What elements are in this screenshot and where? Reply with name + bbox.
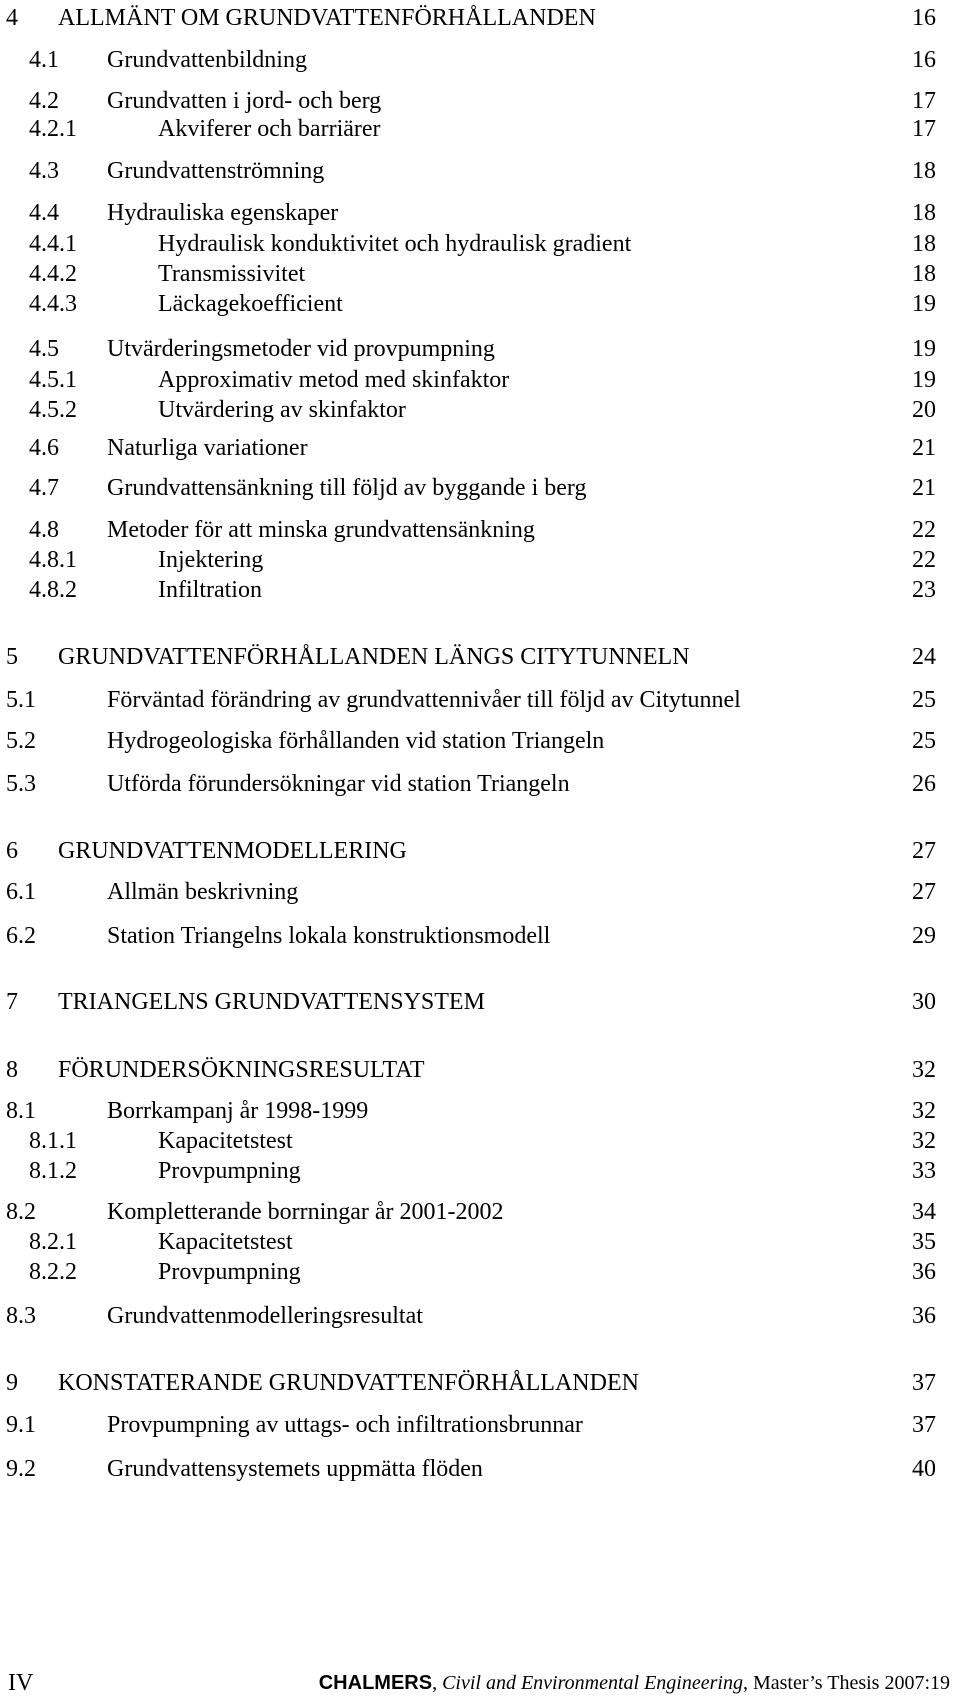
toc-entry-page: 20	[912, 397, 936, 423]
toc-entry-title: Provpumpning	[158, 1158, 301, 1184]
toc-entry-title: Utförda förundersökningar vid station Triangeln	[107, 771, 570, 797]
toc-entry-title: Grundvattenmodelleringsresultat	[107, 1303, 423, 1329]
toc-entry-title: GRUNDVATTENMODELLERING	[58, 838, 407, 864]
toc-entry-number: 4.1	[29, 47, 59, 73]
toc-entry-number: 5	[6, 644, 18, 670]
toc-entry-number: 4.4.3	[29, 291, 77, 317]
toc-entry-page: 17	[912, 88, 936, 114]
toc-entry[interactable]	[0, 680, 960, 720]
toc-entry-page: 19	[912, 367, 936, 393]
toc-entry-title: Akviferer och barriärer	[158, 116, 381, 142]
toc-entry-number: 8.2.1	[29, 1229, 77, 1255]
toc-entry-number: 5.2	[6, 728, 36, 754]
toc-entry-number: 6.1	[6, 879, 36, 905]
footer-thesis: , Master’s Thesis 2007:19	[742, 1672, 950, 1694]
toc-entry-title: Hydrogeologiska förhållanden vid station Triangeln	[107, 728, 605, 754]
toc-entry-page: 32	[912, 1057, 936, 1083]
toc-entry[interactable]	[0, 109, 960, 149]
toc-entry[interactable]	[0, 1449, 960, 1489]
toc-entry-page: 37	[912, 1370, 936, 1396]
toc-entry-page: 25	[912, 728, 936, 754]
toc-entry-page: 35	[912, 1229, 936, 1255]
toc-entry-page: 16	[912, 5, 936, 31]
toc-entry-title: Utvärderingsmetoder vid provpumpning	[107, 336, 495, 362]
toc-entry-title: TRIANGELNS GRUNDVATTENSYSTEM	[58, 989, 485, 1015]
toc-entry-number: 5.3	[6, 771, 36, 797]
toc-entry-title: Läckagekoefficient	[158, 291, 343, 317]
toc-entry-number: 4.8.1	[29, 547, 77, 573]
toc-entry[interactable]	[0, 831, 960, 871]
toc-entry-number: 4.8	[29, 517, 59, 543]
toc-entry-number: 7	[6, 989, 18, 1015]
toc-entry[interactable]	[0, 390, 960, 430]
toc-entry-page: 22	[912, 547, 936, 573]
toc-entry-title: Provpumpning	[158, 1259, 301, 1285]
toc-entry-page: 24	[912, 644, 936, 670]
toc-entry-page: 36	[912, 1259, 936, 1285]
toc-entry-number: 8.1.2	[29, 1158, 77, 1184]
toc-entry-page: 16	[912, 47, 936, 73]
toc-entry-title: Approximativ metod med skinfaktor	[158, 367, 510, 393]
toc-entry-page: 21	[912, 475, 936, 501]
toc-entry-title: Kapacitetstest	[158, 1229, 293, 1255]
toc-entry-number: 9	[6, 1370, 18, 1396]
toc-entry-page: 32	[912, 1098, 936, 1124]
toc-entry-title: Utvärdering av skinfaktor	[158, 397, 406, 423]
toc-entry[interactable]	[0, 1151, 960, 1191]
toc-entry[interactable]	[0, 872, 960, 912]
toc-entry[interactable]	[0, 284, 960, 324]
toc-entry[interactable]	[0, 916, 960, 956]
toc-entry-page: 19	[912, 336, 936, 362]
toc-entry-title: Kompletterande borrningar år 2001-2002	[107, 1199, 504, 1225]
toc-entry[interactable]	[0, 982, 960, 1022]
toc-entry-page: 21	[912, 435, 936, 461]
toc-entry-number: 4.5.2	[29, 397, 77, 423]
toc-entry-page: 18	[912, 158, 936, 184]
toc-entry[interactable]	[0, 570, 960, 610]
toc-entry-number: 5.1	[6, 687, 36, 713]
toc-entry-number: 6.2	[6, 923, 36, 949]
toc-entry-title: GRUNDVATTENFÖRHÅLLANDEN LÄNGS CITYTUNNELN	[58, 644, 690, 670]
toc-entry-number: 8.1	[6, 1098, 36, 1124]
toc-entry-page: 18	[912, 261, 936, 287]
toc-entry-page: 17	[912, 116, 936, 142]
toc-entry-page: 18	[912, 231, 936, 257]
toc-entry-title: Förväntad förändring av grundvattennivåer till följd av Citytunnel	[107, 687, 741, 713]
toc-entry-title: Hydraulisk konduktivitet och hydraulisk gradient	[158, 231, 632, 257]
toc-entry-page: 40	[912, 1456, 936, 1482]
toc-entry-page: 33	[912, 1158, 936, 1184]
toc-entry[interactable]	[0, 40, 960, 80]
toc-entry-title: KONSTATERANDE GRUNDVATTENFÖRHÅLLANDEN	[58, 1370, 639, 1396]
toc-entry-title: FÖRUNDERSÖKNINGSRESULTAT	[58, 1057, 425, 1083]
page-footer	[0, 1668, 960, 1698]
toc-entry-title: Borrkampanj år 1998-1999	[107, 1098, 369, 1124]
footer-separator: ,	[432, 1672, 443, 1694]
toc-entry-page: 30	[912, 989, 936, 1015]
toc-entry-number: 4	[6, 5, 18, 31]
toc-entry[interactable]	[0, 428, 960, 468]
footer-page-number: IV	[8, 1670, 34, 1696]
toc-entry-number: 4.2.1	[29, 116, 77, 142]
toc-entry-number: 9.1	[6, 1412, 36, 1438]
toc-entry[interactable]	[0, 468, 960, 508]
toc-entry-number: 4.2	[29, 88, 59, 114]
toc-entry-page: 34	[912, 1199, 936, 1225]
toc-entry-number: 4.7	[29, 475, 59, 501]
toc-entry-page: 27	[912, 838, 936, 864]
toc-entry-page: 36	[912, 1303, 936, 1329]
toc-entry-number: 8.2.2	[29, 1259, 77, 1285]
toc-entry-title: Hydrauliska egenskaper	[107, 200, 339, 226]
toc-entry-page: 19	[912, 291, 936, 317]
toc-entry-number: 8	[6, 1057, 18, 1083]
toc-entry-title: ALLMÄNT OM GRUNDVATTENFÖRHÅLLANDEN	[58, 5, 596, 31]
toc-entry-number: 8.1.1	[29, 1128, 77, 1154]
toc-entry-page: 25	[912, 687, 936, 713]
toc-entry[interactable]	[0, 764, 960, 804]
toc-entry-number: 4.8.2	[29, 577, 77, 603]
toc-entry-number: 4.5	[29, 336, 59, 362]
toc-entry-title: Infiltration	[158, 577, 262, 603]
toc-entry-page: 29	[912, 923, 936, 949]
toc-entry-page: 22	[912, 517, 936, 543]
toc-entry-title: Transmissivitet	[158, 261, 306, 287]
toc-entry-title: Grundvattensystemets uppmätta flöden	[107, 1456, 483, 1482]
toc-entry[interactable]	[0, 1050, 960, 1090]
toc-entry-number: 4.3	[29, 158, 59, 184]
footer-publication	[319, 1668, 950, 1698]
toc-entry[interactable]	[0, 637, 960, 677]
toc-entry-number: 4.4.1	[29, 231, 77, 257]
toc-entry-number: 4.4	[29, 200, 59, 226]
footer-brand: CHALMERS	[318, 1672, 433, 1694]
toc-entry-title: Allmän beskrivning	[107, 879, 299, 905]
toc-entry-number: 4.5.1	[29, 367, 77, 393]
toc-entry-title: Kapacitetstest	[158, 1128, 293, 1154]
toc-entry-page: 27	[912, 879, 936, 905]
toc-entry-title: Grundvattensänkning till följd av byggande i berg	[107, 475, 587, 501]
toc-entry-number: 9.2	[6, 1456, 36, 1482]
toc-entry-page: 37	[912, 1412, 936, 1438]
toc-entry-number: 8.2	[6, 1199, 36, 1225]
toc-entry[interactable]	[0, 1405, 960, 1445]
toc-entry-page: 18	[912, 200, 936, 226]
toc-entry-number: 4.6	[29, 435, 59, 461]
toc-entry[interactable]	[0, 1363, 960, 1403]
toc-entry-title: Metoder för att minska grundvattensänkning	[107, 517, 535, 543]
toc-entry[interactable]	[0, 1252, 960, 1292]
toc-entry-number: 6	[6, 838, 18, 864]
toc-entry[interactable]	[0, 151, 960, 191]
toc-entry-title: Injektering	[158, 547, 264, 573]
toc-entry[interactable]	[0, 721, 960, 761]
toc-entry[interactable]	[0, 0, 960, 38]
toc-entry-page: 23	[912, 577, 936, 603]
toc-entry-title: Grundvattenströmning	[107, 158, 325, 184]
toc-entry[interactable]	[0, 1296, 960, 1336]
toc-entry-title: Naturliga variationer	[107, 435, 308, 461]
toc-entry-page: 26	[912, 771, 936, 797]
toc-entry-title: Station Triangelns lokala konstruktionsmodell	[107, 923, 551, 949]
toc-entry-number: 4.4.2	[29, 261, 77, 287]
toc-entry-page: 32	[912, 1128, 936, 1154]
toc-entry-number: 8.3	[6, 1303, 36, 1329]
toc-entry-title: Grundvatten i jord- och berg	[107, 88, 382, 114]
footer-department: Civil and Environmental Engineering	[442, 1672, 743, 1694]
toc-entry-title: Grundvattenbildning	[107, 47, 307, 73]
toc-entry-title: Provpumpning av uttags- och infiltrationsbrunnar	[107, 1412, 583, 1438]
